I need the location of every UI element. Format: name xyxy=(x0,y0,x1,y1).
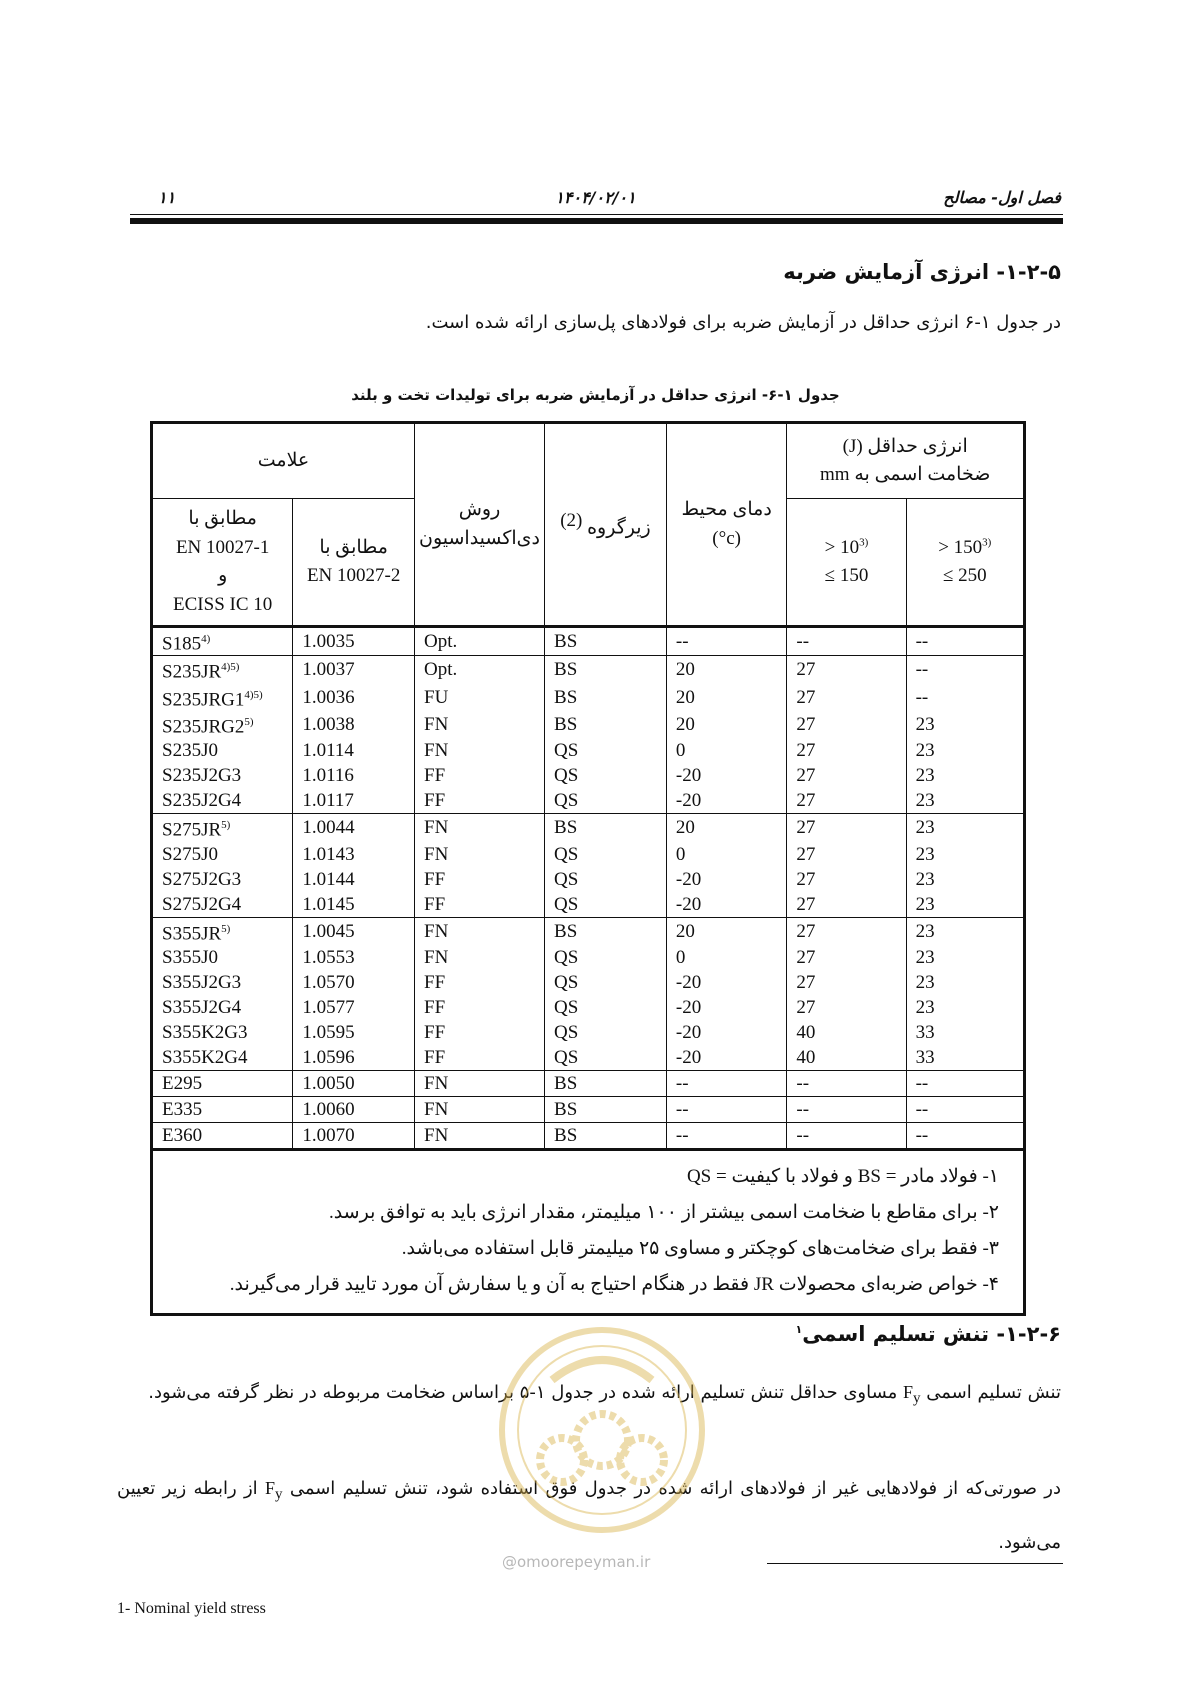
footnote: 1- Nominal yield stress xyxy=(117,1600,266,1617)
deoxidation-cell: FN xyxy=(415,917,545,945)
header-date: ۱۴۰۴/۰۲/۰۱ xyxy=(555,188,636,207)
table-note: ۱- فولاد مادر = BS و فولاد با کیفیت = QS xyxy=(686,1165,999,1187)
subgroup-cell: BS xyxy=(545,814,667,842)
steel-name-cell: E295 xyxy=(152,1070,293,1096)
energy-2-cell: 23 xyxy=(906,917,1024,945)
header-min-energy: انرژی حداقل (J) ضخامت اسمی به mm xyxy=(787,423,1025,499)
header-designation: علامت xyxy=(152,423,415,499)
steel-name-cell: S355JR$^{5)}$ xyxy=(152,917,293,945)
en2-number-cell: 1.0570 xyxy=(293,970,415,995)
table-notes xyxy=(152,1149,1025,1314)
table-note: ۳- فقط برای ضخامت‌های کوچکتر و مساوی ۲۵ میلیمتر قابل استفاده می‌باشد. xyxy=(401,1237,999,1259)
table-row xyxy=(152,945,1025,970)
table-row xyxy=(152,892,1025,918)
en2-number-cell: 1.0553 xyxy=(293,945,415,970)
deoxidation-cell: FN xyxy=(415,1096,545,1122)
en2-number-cell: 1.0036 xyxy=(293,684,415,711)
subgroup-cell: BS xyxy=(545,711,667,738)
energy-1-cell: 27 xyxy=(787,763,906,788)
subgroup-cell: QS xyxy=(545,1045,667,1071)
deoxidation-cell: FF xyxy=(415,970,545,995)
table-row xyxy=(152,917,1025,945)
subgroup-cell: BS xyxy=(545,1070,667,1096)
header-rule xyxy=(130,218,1063,224)
energy-1-cell: 27 xyxy=(787,788,906,814)
temperature-cell: -20 xyxy=(666,867,787,892)
subgroup-cell: BS xyxy=(545,1122,667,1149)
section-yield-para-2: در صورتی‌که از فولادهایی غیر از فولادهای ارائه شده در جدول فوق استفاده شود، تنش تسلیم اسمی $F_y$ از رابطه زیر تعیین می‌شود. xyxy=(117,1478,1062,1553)
energy-2-cell: -- xyxy=(906,1096,1024,1122)
energy-2-cell: 23 xyxy=(906,892,1024,918)
section-yield-para-1: تنش تسلیم اسمی $F_y$ مساوی حداقل تنش تسلیم ارائه شده در جدول ۱-۵ براساس ضخامت مربوطه در نظر گرفته می‌شود. xyxy=(148,1382,1061,1407)
steel-name-cell: S235J0 xyxy=(152,738,293,763)
energy-2-cell: 23 xyxy=(906,970,1024,995)
energy-2-cell: -- xyxy=(906,1122,1024,1149)
en2-number-cell: 1.0037 xyxy=(293,656,415,684)
section-impact-text: در جدول ۱-۶ انرژی حداقل در آزمایش ضربه برای فولادهای پل‌سازی ارائه شده است. xyxy=(425,312,1061,333)
subgroup-cell: QS xyxy=(545,945,667,970)
deoxidation-cell: FN xyxy=(415,814,545,842)
deoxidation-cell: Opt. xyxy=(415,656,545,684)
temperature-cell: -20 xyxy=(666,970,787,995)
impact-energy-table xyxy=(150,421,1026,1316)
energy-1-cell: 27 xyxy=(787,945,906,970)
deoxidation-cell: FN xyxy=(415,711,545,738)
energy-2-cell: -- xyxy=(906,656,1024,684)
en2-number-cell: 1.0060 xyxy=(293,1096,415,1122)
energy-2-cell: 23 xyxy=(906,867,1024,892)
steel-name-cell: S185$^{4)}$ xyxy=(152,627,293,656)
en2-number-cell: 1.0045 xyxy=(293,917,415,945)
steel-name-cell: S235J2G3 xyxy=(152,763,293,788)
table-row xyxy=(152,1070,1025,1096)
table-row xyxy=(152,842,1025,867)
steel-name-cell: S355K2G4 xyxy=(152,1045,293,1071)
en2-number-cell: 1.0050 xyxy=(293,1070,415,1096)
table-row xyxy=(152,738,1025,763)
energy-1-cell: 27 xyxy=(787,970,906,995)
energy-2-cell: 23 xyxy=(906,842,1024,867)
energy-1-cell: 27 xyxy=(787,814,906,842)
table-row xyxy=(152,1122,1025,1149)
deoxidation-cell: FF xyxy=(415,788,545,814)
energy-1-cell: 40 xyxy=(787,1020,906,1045)
steel-name-cell: $S235JRG1^{4)5)}$ xyxy=(152,684,293,711)
temperature-cell: 0 xyxy=(666,842,787,867)
energy-1-cell: -- xyxy=(787,1122,906,1149)
table-row xyxy=(152,867,1025,892)
energy-2-cell: 23 xyxy=(906,814,1024,842)
steel-name-cell: S355J2G4 xyxy=(152,995,293,1020)
table-row xyxy=(152,627,1025,656)
deoxidation-cell: FF xyxy=(415,995,545,1020)
steel-name-cell: S275J0 xyxy=(152,842,293,867)
deoxidation-cell: FF xyxy=(415,763,545,788)
steel-name-cell: S275JR$^{5)}$ xyxy=(152,814,293,842)
steel-name-cell: E335 xyxy=(152,1096,293,1122)
temperature-cell: -20 xyxy=(666,1020,787,1045)
subgroup-cell: QS xyxy=(545,995,667,1020)
en2-number-cell: 1.0044 xyxy=(293,814,415,842)
energy-2-cell: 23 xyxy=(906,945,1024,970)
en2-number-cell: 1.0144 xyxy=(293,867,415,892)
temperature-cell: -- xyxy=(666,1122,787,1149)
steel-name-cell: S355J2G3 xyxy=(152,970,293,995)
table-row xyxy=(152,1096,1025,1122)
deoxidation-cell: FN xyxy=(415,842,545,867)
steel-name-cell: S355J0 xyxy=(152,945,293,970)
header-deoxidation: روش دی‌اکسیداسیون xyxy=(415,423,545,627)
en2-number-cell: 1.0577 xyxy=(293,995,415,1020)
header-subgroup: زیرگروه $^{(2)}$ xyxy=(545,423,667,627)
subgroup-cell: BS xyxy=(545,1096,667,1122)
temperature-cell: 0 xyxy=(666,945,787,970)
temperature-cell: 20 xyxy=(666,814,787,842)
en2-number-cell: 1.0117 xyxy=(293,788,415,814)
header-temperature: دمای محیط (°c) xyxy=(666,423,787,627)
deoxidation-cell: FF xyxy=(415,892,545,918)
table-row xyxy=(152,788,1025,814)
energy-2-cell: 23 xyxy=(906,763,1024,788)
subgroup-cell: QS xyxy=(545,970,667,995)
temperature-cell: 20 xyxy=(666,656,787,684)
table-row xyxy=(152,814,1025,842)
energy-2-cell: -- xyxy=(906,1070,1024,1096)
deoxidation-cell: FF xyxy=(415,1045,545,1071)
section-yield-title: ۱-۲-۶- تنش تسلیم اسمی$^۱$ xyxy=(795,1322,1061,1346)
temperature-cell: -20 xyxy=(666,788,787,814)
en2-number-cell: 1.0116 xyxy=(293,763,415,788)
temperature-cell: 20 xyxy=(666,917,787,945)
table-row xyxy=(152,970,1025,995)
table-row xyxy=(152,684,1025,711)
table-row xyxy=(152,656,1025,684)
energy-1-cell: -- xyxy=(787,627,906,656)
en2-number-cell: 1.0070 xyxy=(293,1122,415,1149)
energy-1-cell: 27 xyxy=(787,656,906,684)
watermark-text: @omoorepeyman.ir xyxy=(502,1553,651,1571)
subgroup-cell: QS xyxy=(545,1020,667,1045)
energy-2-cell: 23 xyxy=(906,788,1024,814)
steel-name-cell: $S235JR^{4)5)}$ xyxy=(152,656,293,684)
deoxidation-cell: FF xyxy=(415,867,545,892)
deoxidation-cell: FN xyxy=(415,1070,545,1096)
header-rule-thin xyxy=(130,214,1063,215)
section-impact-title: ۱-۲-۵- انرژی آزمایش ضربه xyxy=(783,260,1061,284)
en2-number-cell: 1.0596 xyxy=(293,1045,415,1071)
header-en10027-1: مطابق با EN 10027-1 و ECISS IC 10 xyxy=(152,499,293,627)
steel-name-cell: S275J2G4 xyxy=(152,892,293,918)
energy-1-cell: 27 xyxy=(787,995,906,1020)
steel-name-cell: S355K2G3 xyxy=(152,1020,293,1045)
subgroup-cell: QS xyxy=(545,738,667,763)
energy-2-cell: 33 xyxy=(906,1045,1024,1071)
deoxidation-cell: FN xyxy=(415,738,545,763)
energy-1-cell: -- xyxy=(787,1070,906,1096)
steel-name-cell: E360 xyxy=(152,1122,293,1149)
en2-number-cell: 1.0114 xyxy=(293,738,415,763)
energy-2-cell: -- xyxy=(906,627,1024,656)
table-row xyxy=(152,711,1025,738)
subgroup-cell: BS xyxy=(545,627,667,656)
energy-1-cell: 27 xyxy=(787,917,906,945)
table-note: ۴- خواص ضربه‌ای محصولات JR فقط در هنگام احتیاج به آن و یا سفارش آن مورد تایید قرار می‌گیرند. xyxy=(229,1273,999,1295)
deoxidation-cell: FF xyxy=(415,1020,545,1045)
temperature-cell: -20 xyxy=(666,995,787,1020)
header-thickness-2: > $150^{3)}$ ≤ 250 xyxy=(906,499,1024,627)
steel-name-cell: S235JRG2$^{5)}$ xyxy=(152,711,293,738)
subgroup-cell: QS xyxy=(545,788,667,814)
energy-1-cell: 40 xyxy=(787,1045,906,1071)
temperature-cell: 20 xyxy=(666,711,787,738)
temperature-cell: -20 xyxy=(666,892,787,918)
deoxidation-cell: FU xyxy=(415,684,545,711)
steel-name-cell: S275J2G3 xyxy=(152,867,293,892)
energy-1-cell: 27 xyxy=(787,867,906,892)
energy-1-cell: 27 xyxy=(787,892,906,918)
header-thickness-1: > $10^{3)}$ ≤ 150 xyxy=(787,499,906,627)
table-row xyxy=(152,763,1025,788)
energy-2-cell: 23 xyxy=(906,738,1024,763)
deoxidation-cell: Opt. xyxy=(415,627,545,656)
table-row xyxy=(152,1020,1025,1045)
chapter-title: فصل اول- مصالح xyxy=(943,188,1061,207)
page-number: ۱۱ xyxy=(158,188,176,207)
table-row xyxy=(152,1045,1025,1071)
steel-name-cell: S235J2G4 xyxy=(152,788,293,814)
footnote-rule xyxy=(767,1563,1063,1564)
en2-number-cell: 1.0145 xyxy=(293,892,415,918)
temperature-cell: -- xyxy=(666,1070,787,1096)
temperature-cell: -20 xyxy=(666,763,787,788)
temperature-cell: -20 xyxy=(666,1045,787,1071)
deoxidation-cell: FN xyxy=(415,945,545,970)
en2-number-cell: 1.0035 xyxy=(293,627,415,656)
table-row xyxy=(152,995,1025,1020)
subgroup-cell: BS xyxy=(545,684,667,711)
table-note: ۲- برای مقاطع با ضخامت اسمی بیشتر از ۱۰۰ میلیمتر، مقدار انرژی باید به توافق برسد. xyxy=(328,1201,999,1223)
en2-number-cell: 1.0595 xyxy=(293,1020,415,1045)
subgroup-cell: QS xyxy=(545,892,667,918)
energy-1-cell: 27 xyxy=(787,684,906,711)
energy-1-cell: 27 xyxy=(787,711,906,738)
energy-2-cell: -- xyxy=(906,684,1024,711)
subgroup-cell: QS xyxy=(545,842,667,867)
subgroup-cell: BS xyxy=(545,917,667,945)
deoxidation-cell: FN xyxy=(415,1122,545,1149)
en2-number-cell: 1.0038 xyxy=(293,711,415,738)
en2-number-cell: 1.0143 xyxy=(293,842,415,867)
energy-2-cell: 23 xyxy=(906,711,1024,738)
subgroup-cell: BS xyxy=(545,656,667,684)
temperature-cell: -- xyxy=(666,627,787,656)
header-en10027-2: مطابق با EN 10027-2 xyxy=(293,499,415,627)
temperature-cell: 20 xyxy=(666,684,787,711)
energy-2-cell: 33 xyxy=(906,1020,1024,1045)
table-caption: جدول ۱-۶- انرژی حداقل در آزمایش ضربه برای تولیدات تخت و بلند xyxy=(351,386,840,404)
temperature-cell: 0 xyxy=(666,738,787,763)
energy-2-cell: 23 xyxy=(906,995,1024,1020)
energy-1-cell: 27 xyxy=(787,738,906,763)
temperature-cell: -- xyxy=(666,1096,787,1122)
subgroup-cell: QS xyxy=(545,763,667,788)
energy-1-cell: 27 xyxy=(787,842,906,867)
energy-1-cell: -- xyxy=(787,1096,906,1122)
subgroup-cell: QS xyxy=(545,867,667,892)
